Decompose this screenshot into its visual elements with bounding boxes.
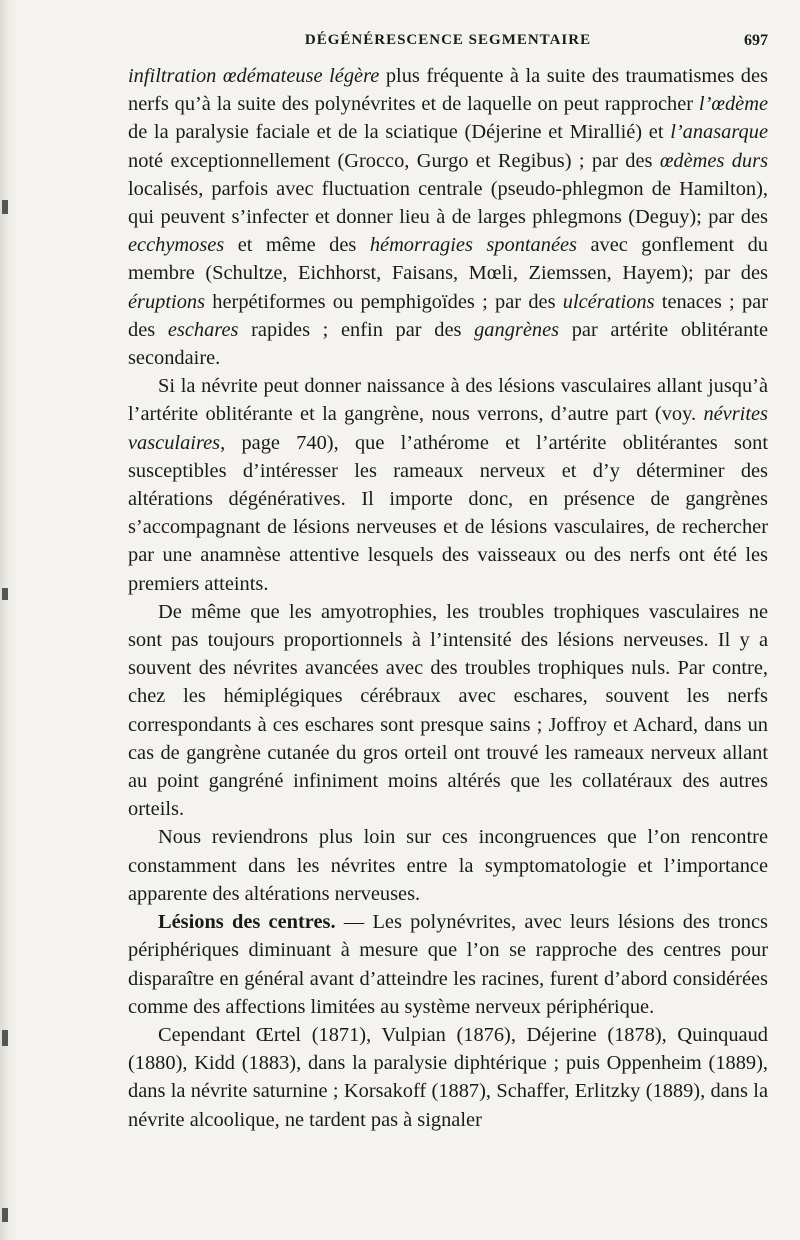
body-text	[128, 62, 768, 1134]
text-run: tenaces ; par des	[128, 290, 768, 341]
italic-text: éruptions	[128, 290, 206, 313]
paragraph	[128, 62, 768, 372]
page-edge-mark	[2, 200, 8, 214]
paragraph	[128, 1021, 768, 1134]
italic-text: l’anasarque	[670, 121, 768, 144]
text-run: de la paralysie faciale et de la sciatique (Déjerine et Mirallié) et	[128, 121, 671, 144]
bold-heading: Lésions des centres.	[158, 911, 336, 934]
text-run: Cependant Œrtel (1871), Vulpian (1876), Déjerine (1878), Quinquaud (1880), Kidd (1883), dans la paralysie diphtérique ; puis Oppenheim (1889), dans la névrite saturnine ; Korsakoff (1887), Schaffer, Erlitzky (1889), dans la névrite alcoolique, ne tardent pas à signaler	[128, 1023, 768, 1131]
text-run: herpétiformes ou pemphigoïdes ; par des	[205, 290, 563, 313]
text-run: et même des	[224, 234, 370, 257]
italic-text: eschares	[167, 318, 239, 341]
text-run: noté exceptionnellement (Grocco, Gurgo et Regibus) ; par des	[128, 149, 660, 172]
text-run: localisés, parfois avec fluctuation centrale (pseudo-phlegmon de Hamilton), qui peuvent s’infecter et donner lieu à de larges phlegmons (Deguy); par des	[128, 177, 768, 229]
running-head: DÉGÉNÉRESCENCE SEGMENTAIRE	[304, 32, 592, 48]
paragraph	[128, 372, 768, 598]
italic-text: hémorragies spontanées	[369, 234, 577, 257]
italic-text: l’œdème	[698, 93, 768, 116]
text-run: par artérite oblitérante secondaire.	[128, 318, 769, 370]
italic-text: ulcérations	[562, 290, 655, 313]
text-run: Nous reviendrons plus loin sur ces incongruences que l’on rencontre constamment dans les névrites entre la symptomatologie et l’importance apparente des altérations nerveuses.	[128, 826, 768, 905]
text-run: De même que les amyotrophies, les troubles trophiques vasculaires ne sont pas toujours proportionnels à l’intensité des lésions nerveuses. Il y a souvent des névrites avancées avec des troubles trophiques nuls. Par contre, chez les hémiplégiques cérébraux avec eschares, souvent les nerfs correspondants à ces eschares sont presque sains ; Joffroy et Achard, dans un cas de gangrène cutanée du gros orteil ont trouvé les rameaux nerveux allant au point gangréné infiniment moins altérés que les collatéraux des autres orteils.	[128, 600, 768, 821]
text-run: avec gonflement du membre (Schultze, Eichhorst, Faisans, Mœli, Ziemssen, Hayem); par des	[128, 234, 768, 285]
italic-text: œdèmes durs	[659, 149, 769, 172]
paragraph	[128, 823, 768, 908]
text-run: rapides ; enfin par des	[238, 318, 475, 341]
page-header	[128, 30, 768, 54]
paragraph	[128, 598, 768, 824]
page-edge-mark	[2, 588, 8, 600]
page-edge-mark	[2, 1208, 8, 1222]
italic-text: ecchymoses	[128, 234, 225, 257]
italic-text: névrites vasculaires	[128, 403, 768, 454]
paragraph	[128, 908, 768, 1021]
text-run: plus fréquente à la suite des traumatismes des nerfs qu’à la suite des polynévrites et de laquelle on peut rapprocher	[128, 65, 768, 116]
page-edge-mark	[2, 1030, 8, 1046]
italic-text: infiltration œdémateuse légère	[128, 65, 380, 87]
italic-text: gangrènes	[474, 318, 560, 341]
text-run: , page 740), que l’athérome et l’artérite oblitérantes sont susceptibles d’intéresser les rameaux nerveux et d’y déterminer des altérations dégénératives. Il importe donc, en présence de gangrènes s’accompagnant de lésions nerveuses et de lésions vasculaires, de rechercher par une anamnèse attentive lesquels des vaisseaux ou des nerfs ont été les premiers atteints.	[128, 431, 768, 595]
text-run: Si la névrite peut donner naissance à des lésions vasculaires allant jusqu’à l’artérite oblitérante et la gangrène, nous verrons, d’autre part (voy.	[128, 375, 768, 426]
page-number: 697	[744, 32, 768, 49]
text-run: — Les polynévrites, avec leurs lésions des troncs périphériques diminuant à mesure que l’on se rapproche des centres pour disparaître en général avant d’atteindre les racines, furent d’abord considérées comme des affections limitées au système nerveux périphérique.	[128, 911, 768, 1018]
